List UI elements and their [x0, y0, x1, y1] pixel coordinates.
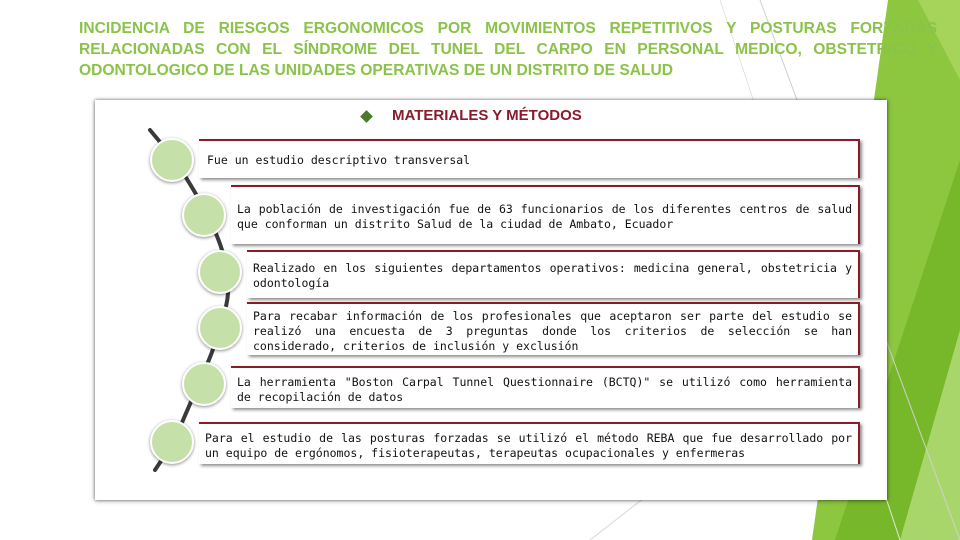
step-circle-3	[198, 250, 242, 294]
step-box-2	[231, 185, 860, 244]
step-circle-2	[182, 193, 226, 237]
step-text-4: Para recabar información de los profesionales que aceptaron ser parte del estudio se realizó una encuesta de 3 preguntas donde los criterios de selección se han considerado, criterios de inclusión y exclusión	[253, 309, 852, 353]
step-box-5	[231, 366, 860, 408]
slide-title: INCIDENCIA DE RIESGOS ERGONOMICOS POR MOVIMIENTOS REPETITIVOS Y POSTURAS FORZADAS RELACIONADAS CON EL SÍNDROME DEL TUNEL DEL CARPO EN PERSONAL MEDICO, OBSTETRICO Y ODONTOLOGICO DE LAS UNIDADES OPERATIVAS DE UN DISTRITO DE SALUD	[79, 20, 937, 79]
step-circle-5	[182, 362, 226, 406]
step-box-3	[247, 250, 860, 298]
step-text-6: Para el estudio de las posturas forzadas se utilizó el método REBA que fue desarrollado por un equipo de ergónomos, fisioterapeutas, terapeutas ocupacionales y enfermeras	[205, 431, 852, 460]
step-text-1: Fue un estudio descriptivo transversal	[207, 153, 471, 167]
step-box-1	[199, 139, 860, 178]
step-box-6	[199, 422, 860, 464]
step-box-4	[247, 302, 860, 355]
step-circle-4	[198, 306, 242, 350]
step-circle-1	[150, 138, 194, 182]
section-heading: MATERIALES Y MÉTODOS	[392, 107, 582, 124]
step-text-5: La herramienta "Boston Carpal Tunnel Questionnaire (BCTQ)" se utilizó como herramienta de recopilación de datos	[237, 375, 852, 404]
step-text-2: La población de investigación fue de 63 funcionarios de los diferentes centros de salud que conforman un distrito Salud de la ciudad de Ambato, Ecuador	[237, 202, 852, 231]
step-circle-6	[150, 420, 194, 464]
step-text-3: Realizado en los siguientes departamentos operativos: medicina general, obstetricia y odontología	[253, 261, 852, 290]
